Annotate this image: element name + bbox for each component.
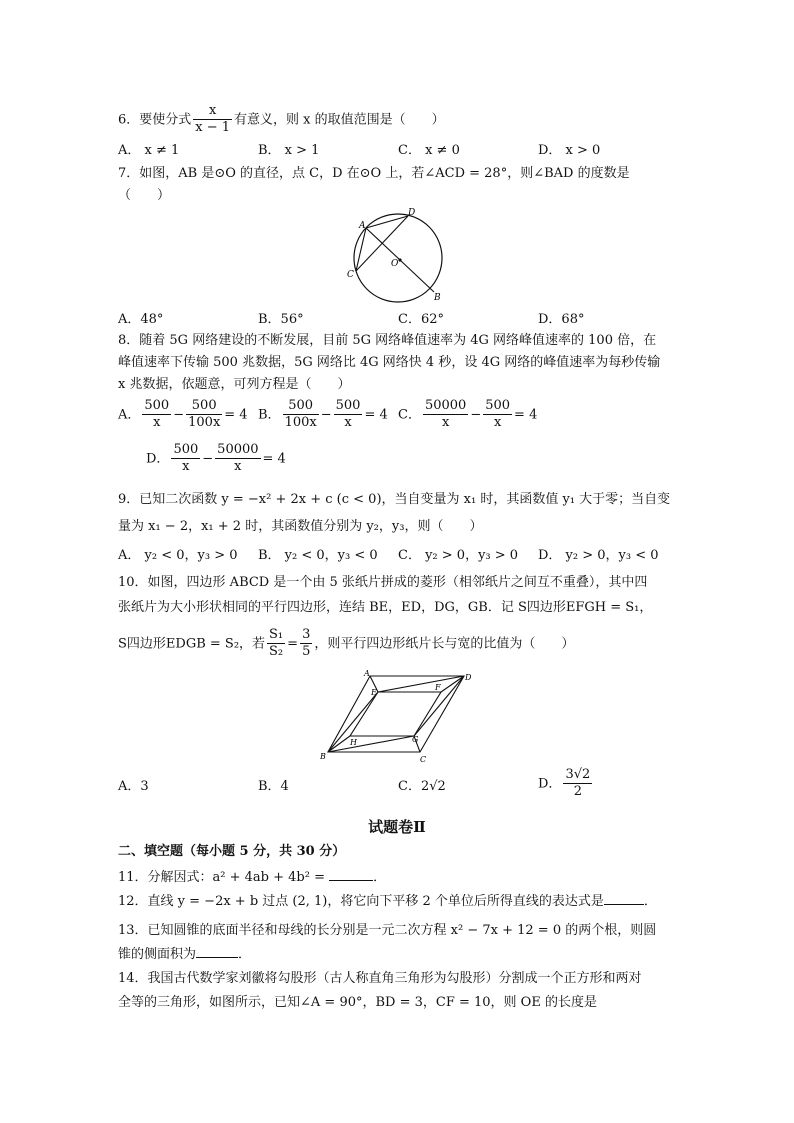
q8-option-b: B． $\frac{500}{100x}$ − $\frac{500}{x}$ = 4 — [258, 398, 388, 431]
q10-s-den: S₂ — [269, 644, 284, 660]
q8-line2: 峰值速率下传输 500 兆数据，5G 网络比 4G 网络快 4 秒，设 4G 网络的峰值速率为每秒传输 — [118, 355, 661, 370]
q10-s-num: S₁ — [267, 628, 285, 644]
q10-ratio-num: 3 — [300, 628, 312, 644]
q8-b-den2: x — [344, 415, 352, 431]
q6-pre: 6．要使分式 — [118, 112, 192, 128]
q7-circle-figure — [344, 207, 454, 307]
q8-c-frac1 — [423, 399, 468, 431]
q12-answer-blank[interactable] — [604, 904, 644, 905]
q10-option-d — [538, 768, 594, 800]
q8-b-num2: 500 — [334, 399, 363, 415]
q10-eq: = — [287, 636, 299, 652]
q6-option-c: C． x ≠ 0 — [398, 143, 460, 158]
label-d: D — [408, 208, 416, 218]
q7-line1: 7．如图，AB 是⊙O 的直径，点 C，D 在⊙O 上，若∠ACD = 28°，则∠BAD 的度数是 — [118, 166, 630, 181]
label-a: A — [359, 221, 366, 231]
q13-line1: 13．已知圆锥的底面半径和母线的长分别是一元二次方程 x² − 7x + 12 = 0 的两个根，则圆 — [118, 923, 657, 938]
q6-option-d: D． x > 0 — [538, 143, 601, 158]
q10-option-c: C．2√2 — [398, 779, 446, 794]
q8-d-frac2 — [215, 443, 260, 475]
q7-option-b: B．56° — [258, 312, 304, 327]
center-point — [398, 258, 401, 261]
q11-end: ． — [373, 870, 387, 885]
q6-frac-num: x — [193, 104, 232, 120]
q10-line3-pre: S四边形EDGB = S₂，若 — [118, 636, 266, 652]
q8-option-a: A． $\frac{500}{x}$ − $\frac{500}{100x}$ = 4 — [118, 398, 248, 431]
q8-b-frac2 — [334, 399, 363, 431]
q8-b-den1: 100x — [284, 415, 317, 431]
q8-c-num1: 50000 — [423, 399, 468, 415]
q10-line3-post: ，则平行四边形纸片长与宽的比值为（ ） — [314, 636, 575, 652]
label-g: G — [412, 735, 419, 744]
q8-a-num1: 500 — [142, 399, 171, 415]
q7-line2: （ ） — [118, 188, 171, 203]
q8-d-den2: x — [234, 459, 242, 475]
q8-a-num2: 500 — [186, 399, 222, 415]
label-c: C — [420, 755, 427, 764]
q11 — [118, 871, 386, 884]
q10-option-a: A．3 — [118, 779, 149, 794]
q11-answer-blank[interactable] — [329, 880, 373, 881]
q10-option-d-frac — [563, 768, 592, 800]
q9-option-d: D． y₂ > 0，y₃ < 0 — [538, 548, 659, 563]
q8-option-d: D． $\frac{500}{x}$ − $\frac{50000}{x}$ = 4 — [146, 442, 286, 475]
q10-ratio-den: 5 — [302, 644, 311, 660]
q9-line2: 量为 x₁ − 2，x₁ + 2 时，其函数值分别为 y₂，y₃，则（ ） — [118, 519, 483, 534]
label-f: F — [435, 683, 441, 692]
q8-d-label: D． — [146, 451, 170, 467]
q7-option-a: A．48° — [118, 312, 164, 327]
label-b: B — [320, 752, 326, 761]
q8-c-frac2 — [483, 399, 512, 431]
q9-line1: 9．已知二次函数 y = −x² + 2x + c (c < 0)，当自变量为 x₁ 时，其函数值 y₁ 大于零；当自变 — [118, 492, 671, 507]
q10-rhombus-figure — [318, 670, 478, 765]
q9-option-a: A． y₂ < 0，y₃ > 0 — [118, 548, 238, 563]
q6-frac-den: x − 1 — [195, 120, 231, 136]
q8-d-frac1 — [171, 443, 200, 475]
q8-option-c: C． $\frac{50000}{x}$ − $\frac{500}{x}$ = 4 — [398, 398, 538, 431]
q8-d-rhs: = 4 — [262, 451, 286, 467]
q10-line1: 10．如图，四边形 ABCD 是一个由 5 张纸片拼成的菱形（相邻纸片之间互不重叠），其中四 — [118, 575, 648, 590]
q14-line1: 14．我国古代数学家刘徽将勾股形（古人称直角三角形为勾股形）分割成一个正方形和两对 — [118, 971, 642, 986]
q12 — [118, 895, 657, 908]
q10-option-d-label: D． — [538, 776, 562, 792]
q8-b-label: B． — [258, 407, 281, 423]
label-h: H — [350, 738, 357, 747]
q8-c-den2: x — [493, 415, 502, 431]
rhombus-abcd — [328, 676, 464, 752]
q13-answer-blank[interactable] — [196, 957, 238, 958]
q12-text: 12．直线 y = −2x + b 过点 (2, 1)，将它向下平移 2 个单位后所得直线的表达式是 — [118, 894, 604, 909]
q10-s-frac — [267, 628, 285, 660]
label-a: A — [364, 670, 370, 678]
seg-gb — [328, 736, 414, 752]
q7-option-d: D．68° — [538, 312, 585, 327]
q11-text: 11．分解因式：a² + 4ab + 4b² = — [118, 870, 325, 885]
q6-option-b: B． x > 1 — [258, 143, 320, 158]
q8-a-den2: 100x — [188, 415, 221, 431]
q8-a-rhs: = 4 — [224, 407, 248, 423]
q8-c-label: C． — [398, 407, 421, 423]
q9-option-c: C． y₂ > 0，y₃ > 0 — [398, 548, 519, 563]
label-b: B — [434, 293, 441, 303]
q6-post: 有意义，则 x 的取值范围是（ ） — [234, 112, 445, 128]
q6-option-a: A． x ≠ 1 — [118, 143, 180, 158]
q13-text: 锥的侧面积为 — [118, 947, 197, 962]
q10-line2: 张纸片为大小形状相同的平行四边形，连结 BE，ED，DG，GB．记 S四边形EFGH = S₁， — [118, 600, 653, 615]
q13-line2 — [118, 948, 251, 961]
q10-option-d-den: 2 — [573, 784, 582, 800]
label-d: D — [465, 673, 472, 682]
q8-c-rhs: = 4 — [514, 407, 538, 423]
q12-end: ． — [643, 894, 657, 909]
q8-b-num1: 500 — [283, 399, 319, 415]
q8-a-label: A． — [118, 407, 141, 423]
seg-ed — [378, 676, 464, 692]
q8-b-rhs: = 4 — [364, 407, 388, 423]
q8-b-frac1 — [283, 399, 319, 431]
quad-efgh — [350, 692, 441, 736]
label-c: C — [347, 270, 354, 280]
q13-end: ． — [238, 947, 252, 962]
q10-ratio-frac — [300, 628, 312, 660]
q8-d-num2: 50000 — [215, 443, 260, 459]
q8-line1: 8．随着 5G 网络建设的不断发展，目前 5G 网络峰值速率为 4G 网络峰值速率的 100 倍，在 — [118, 333, 657, 348]
q7-option-c: C．62° — [398, 312, 444, 327]
label-e: E — [371, 688, 377, 697]
q8-c-num2: 500 — [483, 399, 512, 415]
q8-a-den1: x — [153, 415, 161, 431]
q14-line2: 全等的三角形，如图所示，已知∠A = 90°，BD = 3，CF = 10，则 OE 的长度是 — [118, 995, 597, 1010]
q8-a-frac1 — [142, 399, 171, 431]
q8-line3: x 兆数据，依题意，可列方程是（ ） — [118, 377, 351, 392]
label-o: O — [391, 259, 399, 269]
q10-line3 — [118, 628, 574, 660]
q8-d-num1: 500 — [171, 443, 200, 459]
section-heading: 二、填空题（每小题 5 分，共 30 分） — [118, 844, 346, 859]
q10-option-b: B．4 — [258, 779, 289, 794]
q8-a-frac2 — [186, 399, 222, 431]
q6-fraction — [193, 104, 232, 136]
q10-option-d-num: 3√2 — [563, 768, 592, 784]
section-title: 试题卷Ⅱ — [368, 818, 426, 836]
q8-c-den1: x — [441, 415, 450, 431]
q9-option-b: B． y₂ < 0，y₃ < 0 — [258, 548, 378, 563]
q8-d-den1: x — [182, 459, 190, 475]
q6-stem — [118, 104, 445, 136]
